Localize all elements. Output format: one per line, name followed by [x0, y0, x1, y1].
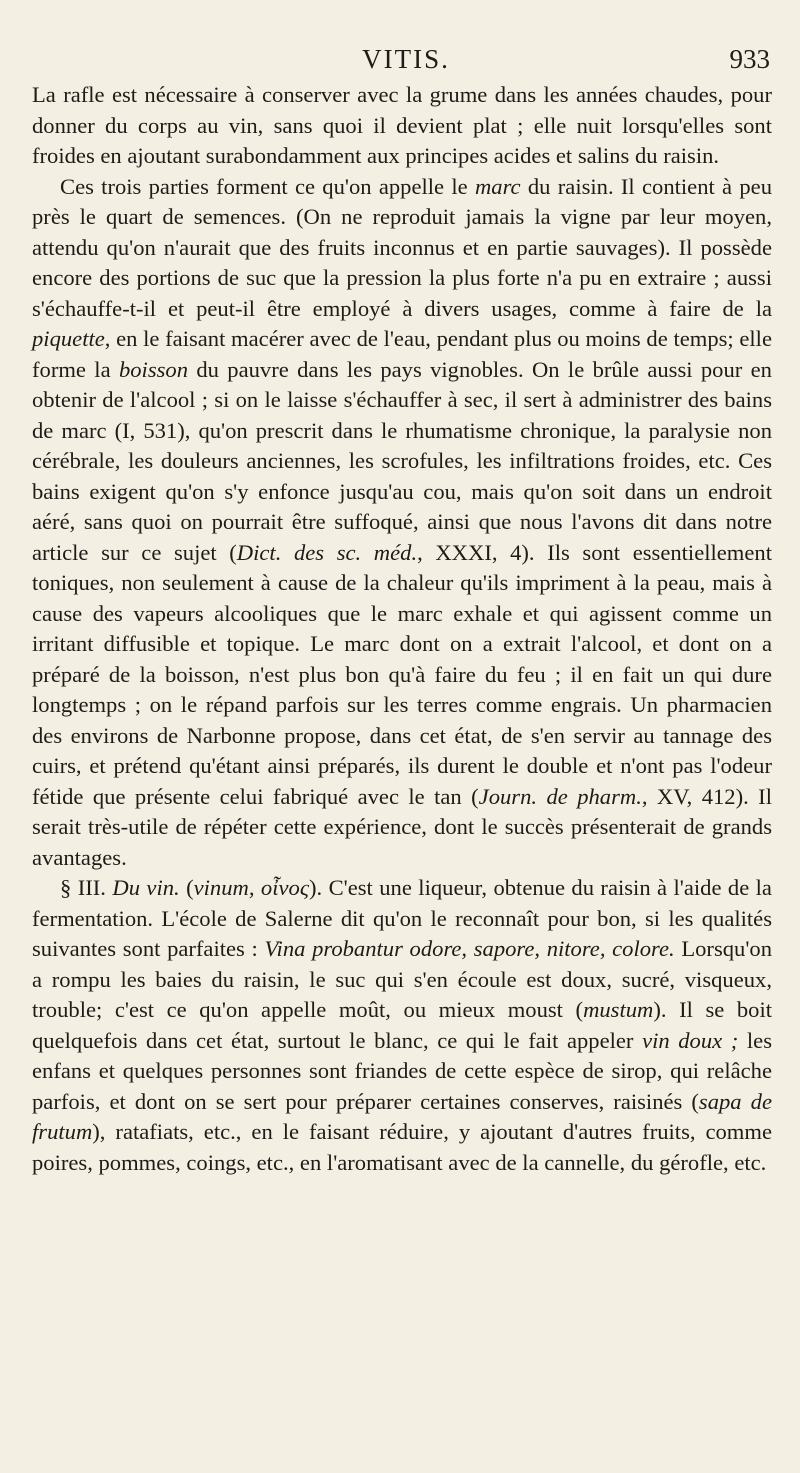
paragraph-du-vin	[32, 873, 772, 1178]
italic-text-segment: Dict. des sc. méd.	[236, 539, 418, 565]
text-segment: , XV, 412). Il serait très-utile de répéter cette expérience, dont le succès présenterait de grands avantages.	[32, 783, 772, 870]
paragraph-marc	[32, 172, 772, 874]
text-segment: La rafle est nécessaire à conserver avec la grume dans les années chaudes, pour donner du corps au vin, sans quoi il devient plat ; elle nuit lorsqu'elles sont froides en ajoutant surabondamment aux principes acides et salins du raisin.	[32, 82, 772, 168]
italic-text-segment: marc	[474, 173, 521, 199]
text-segment: Ces trois parties forment ce qu'on appelle le	[60, 173, 475, 199]
italic-text-segment: vin doux ;	[642, 1027, 739, 1053]
text-segment: du raisin. Il contient à peu près le quart de semences. (On ne reproduit jamais la vigne par leur moyen, attendu qu'on n'aurait que des fruits inconnus et en partie sauvages). Il possède encore des portions de suc que la pression la plus forte n'a pu en extraire ; aussi s'échauffe-t-il et peut-il être employé à divers usages, comme à faire de la	[32, 173, 772, 321]
italic-text-segment: Vina probantur odore, sapore, nitore, colore.	[264, 936, 675, 961]
italic-text-segment: boisson	[118, 356, 189, 382]
text-segment: , en le faisant macérer avec de l'eau, pendant plus ou moins de temps; elle forme la	[32, 326, 772, 382]
text-segment: les enfans et quelques personnes sont friandes de cette espèce de sirop, qui relâche parfois, et dont on se sert pour préparer certaines conserves, raisinés (	[32, 1027, 773, 1114]
running-head: VITIS.	[362, 44, 450, 74]
page-header	[32, 44, 780, 80]
text-segment: , XXXI, 4). Ils sont essentiellement toniques, non seulement à cause de la chaleur qu'ils impriment à la peau, mais à cause des vapeurs alcooliques que le marc exhale et qui agissent comme un irritant diffusible et topique. Le marc dont on a extrait l'alcool, et dont on a préparé de la boisson, n'est plus bon qu'à faire du feu ; il en fait un qui dure longtemps ; on le répand parfois sur les terres comme engrais. Un pharmacien des environs de Narbonne propose, dans cet état, de s'en servir au tannage des cuirs, et prétend qu'étant ainsi préparés, ils durent le double et n'ont pas l'odeur fétide que présente celui fabriqué avec le tan (	[32, 539, 772, 809]
italic-text-segment: sapa de frutum	[32, 1088, 772, 1144]
text-segment: du pauvre dans les pays vignobles. On le brûle aussi pour en obtenir de l'alcool ; si on le laisse s'échauffer à sec, il sert à administrer des bains de marc (I, 531), qu'on prescrit dans le rhumatisme chronique, la paralysie non cérébrale, les douleurs anciennes, les scrofules, les infiltrations froides, etc. Ces bains exigent qu'on s'y enfonce jusqu'au cou, mais qu'on soit dans un endroit aéré, sans quoi on pourrait être suffoqué, ainsi que nous l'avons dit dans notre article sur ce sujet (	[32, 356, 772, 565]
italic-text-segment: Journ. de pharm.	[478, 783, 642, 809]
text-segment: ). C'est une liqueur, obtenue du raisin à l'aide de la fermentation. L'école de Salerne dit qu'on le reconnaît pour bon, si les qualités suivantes sont parfaites :	[32, 875, 772, 961]
page-number: 933	[729, 44, 770, 74]
text-segment: ), ratafiats, etc., en le faisant réduire, y ajoutant d'autres fruits, comme poires, pommes, coings, etc., en l'aromatisant avec de la cannelle, du gérofle, etc.	[32, 1119, 772, 1175]
body-text	[32, 80, 772, 1178]
italic-text-segment: piquette	[32, 326, 105, 351]
text-segment: Lorsqu'on a rompu les baies du raisin, le suc qui s'en écoule est doux, sucré, visqueux, trouble; c'est ce qu'on appelle moût, ou mieux moust (	[32, 936, 773, 1022]
italic-text-segment: vinum, οἶνος	[193, 875, 309, 900]
paragraph-rafle	[32, 80, 772, 172]
text-segment: § III.	[60, 875, 113, 900]
text-segment: (	[179, 875, 194, 900]
text-segment: ). Il se boit quelquefois dans cet état, surtout le blanc, ce qui le fait appeler	[32, 997, 773, 1053]
italic-text-segment: Du vin.	[112, 875, 180, 900]
italic-text-segment: mustum	[583, 997, 654, 1022]
